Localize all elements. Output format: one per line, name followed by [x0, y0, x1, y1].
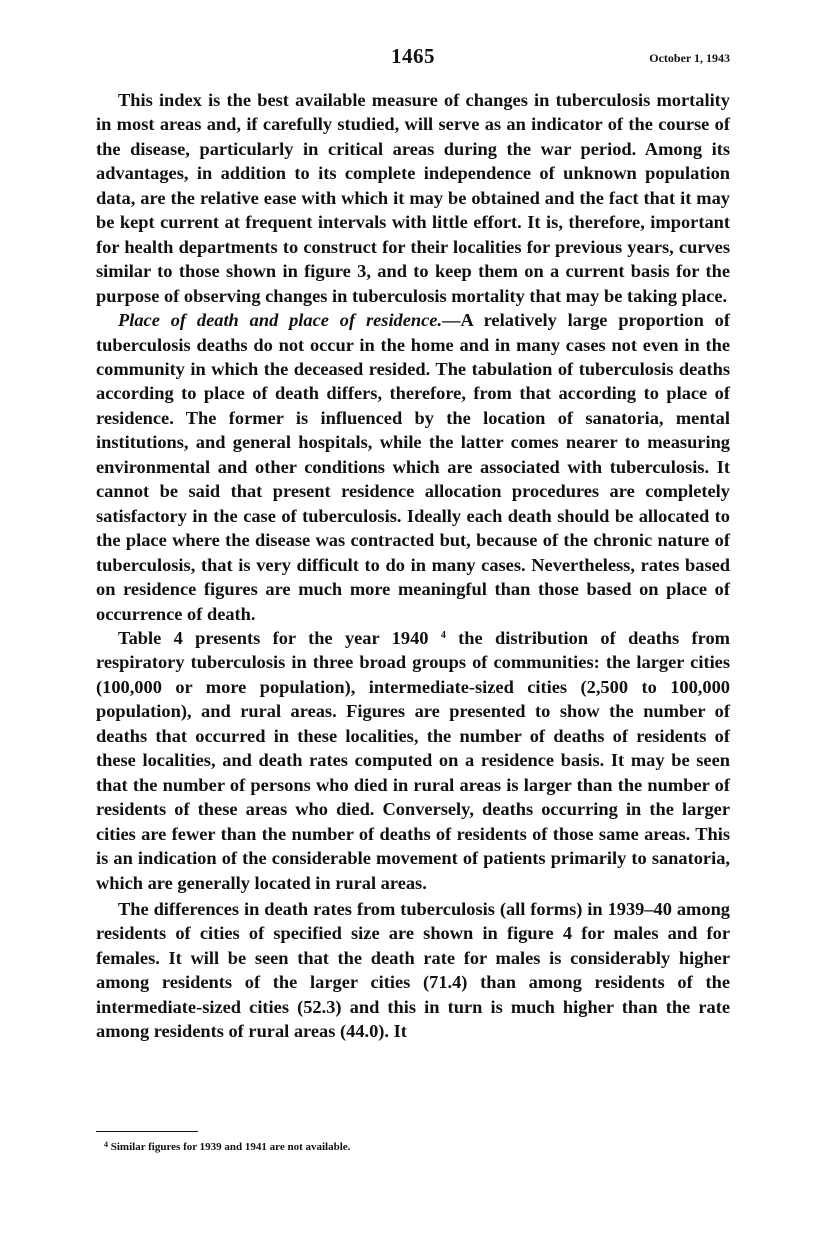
- paragraph-table-4-start: Table 4 presents for the year 1940: [118, 627, 429, 648]
- sidehead-place-of-death: Place of death and place of residence.: [118, 310, 443, 331]
- paragraph-place-of-death-text: —A relatively large proportion of tuberculosis deaths do not occur in the home and in many cases not even in the community in which the deceased resided. The tabulation of tuberculosis deaths according to place of death differs, therefore, from that according to place of residence. The former is influenced by the location of sanatoria, mental institutions, and general hospitals, while the latter comes nearer to measuring environmental and other conditions which are associated with tuberculosis. It cannot be said that present residence allocation procedures are completely satisfactory in the case of tuberculosis. Ideally each death should be allocated to the place where the disease was contracted but, because of the chronic nature of tuberculosis, that is very difficult to do in many cases. Nevertheless, rates based on residence figures are much more meaningful than those based on place of occurrence of death.: [96, 310, 730, 624]
- paragraph-death-rates: The differences in death rates from tuberculosis (all forms) in 1939–40 among residents of cities of specified size are shown in figure 4 for males and for females. It will be seen that the death rate for males is considerably higher among residents of the larger cities (71.4) than among residents of the intermediate-sized cities (52.3) and this in turn is much higher than the rate among residents of rural areas (44.0). It: [96, 898, 730, 1042]
- footnote-marker: 4: [104, 1140, 108, 1149]
- running-head-date: October 1, 1943: [649, 51, 730, 65]
- paragraph-place-of-death: [96, 308, 730, 626]
- paragraph-index-measure: This index is the best available measure of changes in tuberculosis mortality in most areas and, if carefully studied, will serve as an indicator of the course of the disease, particularly in critical areas during the war period. Among its advantages, in addition to its complete independence of unknown population data, are the relative ease with which it may be obtained and the fact that it may be kept current at frequent intervals with little effort. It is, therefore, important for health departments to construct for their localities for previous years, curves similar to those shown in figure 3, and to keep them on a current basis for the purpose of observing changes in tuberculosis mortality that may be taking place.: [96, 90, 730, 306]
- paragraph-table-4: [96, 626, 730, 895]
- page-header: [96, 44, 730, 74]
- footnote: [104, 1140, 350, 1154]
- paragraph-table-4-text: the distribution of deaths from respiratory tuberculosis in three broad groups of communities: the larger cities (100,000 or more population), intermediate-sized cities (2,500 to 100,000 population), and rural areas. Figures are presented to show the number of deaths that occurred in these localities, the number of deaths of residents of these localities, and death rates computed on a residence basis. It may be seen that the number of persons who died in rural areas is larger than the number of residents of these areas who died. Conversely, deaths occurring in the larger cities are fewer than the number of deaths of residents of those same areas. This is an indication of the considerable movement of patients primarily to sanatoria, which are generally located in rural areas.: [96, 627, 730, 893]
- footnote-reference[interactable]: 4: [440, 629, 446, 641]
- footnote-divider: [96, 1131, 198, 1132]
- footnote-text: Similar figures for 1939 and 1941 are not available.: [110, 1141, 351, 1153]
- body-text: [96, 88, 730, 1044]
- page-number: 1465: [391, 44, 435, 68]
